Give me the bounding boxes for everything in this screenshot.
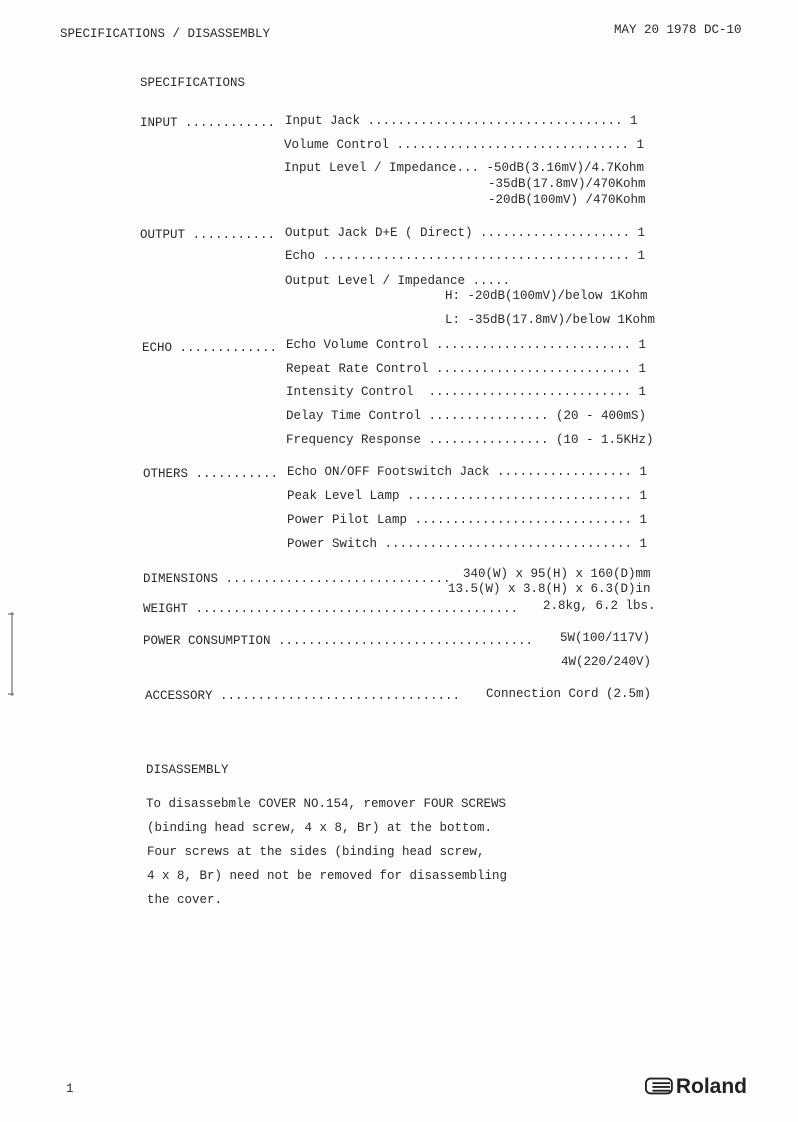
output-level-h-row: H: -20dB(100mV)/below 1Kohm (445, 289, 648, 303)
page-title: SPECIFICATIONS / DISASSEMBLY (60, 27, 271, 41)
input-label: INPUT ............ (140, 116, 276, 130)
input-level-row: Input Level / Impedance... -50dB(3.16mV)/4.7Kohm (284, 161, 645, 175)
pilot-lamp-row: Power Pilot Lamp ............................. 1 (287, 513, 648, 527)
peak-lamp-row: Peak Level Lamp .............................. 1 (287, 489, 648, 503)
margin-registration-mark (7, 610, 15, 698)
others-label: OTHERS ........... (143, 467, 279, 481)
roland-logo (645, 1074, 747, 1098)
roland-logo-mark-icon (645, 1077, 673, 1095)
disassembly-line-2: (binding head screw, 4 x 8, Br) at the bottom. (147, 821, 493, 835)
disassembly-line-4: 4 x 8, Br) need not be removed for disassembling (147, 869, 508, 883)
disassembly-line-3: Four screws at the sides (binding head screw, (147, 845, 485, 859)
dimensions-imperial: 13.5(W) x 3.8(H) x 6.3(D)in (448, 582, 651, 596)
power-consumption-value-1: 5W(100/117V) (560, 631, 651, 645)
echo-output-row: Echo ......................................... 1 (285, 249, 646, 263)
disassembly-line-1: To disassebmle COVER NO.154, remover FOUR SCREWS (146, 797, 507, 811)
disassembly-heading: DISASSEMBLY (146, 763, 229, 777)
frequency-response-row: Frequency Response ................ (10 - 1.5KHz) (286, 433, 654, 447)
echo-label: ECHO ............. (142, 341, 278, 355)
footswitch-jack-row: Echo ON/OFF Footswitch Jack .................. 1 (287, 465, 648, 479)
power-switch-row: Power Switch ................................. 1 (287, 537, 648, 551)
date-model-stamp: MAY 20 1978 DC-10 (614, 23, 742, 37)
input-level-row-3: -20dB(100mV) /470Kohm (488, 193, 646, 207)
accessory-value: Connection Cord (2.5m) (486, 687, 652, 701)
intensity-row: Intensity Control ........................... 1 (286, 385, 647, 399)
disassembly-line-5: the cover. (147, 893, 223, 907)
input-level-row-2: -35dB(17.8mV)/470Kohm (488, 177, 646, 191)
output-jack-row: Output Jack D+E ( Direct) .................... 1 (285, 226, 646, 240)
echo-volume-row: Echo Volume Control .......................... 1 (286, 338, 647, 352)
volume-control-row: Volume Control ............................... 1 (284, 138, 645, 152)
output-level-row: Output Level / Impedance ..... (285, 274, 511, 288)
output-label: OUTPUT ........... (140, 228, 276, 242)
repeat-rate-row: Repeat Rate Control .......................... 1 (286, 362, 647, 376)
accessory-label: ACCESSORY ................................ (145, 689, 461, 703)
input-jack-row: Input Jack .................................. 1 (285, 114, 638, 128)
delay-time-row: Delay Time Control ................ (20 - 400mS) (286, 409, 647, 423)
dimensions-label: DIMENSIONS .............................. (143, 572, 451, 586)
power-consumption-label: POWER CONSUMPTION .................................. (143, 634, 534, 648)
output-level-l-row: L: -35dB(17.8mV)/below 1Kohm (445, 313, 656, 327)
roland-logo-text: Roland (675, 1074, 747, 1098)
weight-label: WEIGHT ........................................... (143, 602, 519, 616)
power-consumption-value-2: 4W(220/240V) (561, 655, 652, 669)
page-number: 1 (66, 1082, 74, 1096)
weight-value: 2.8kg, 6.2 lbs. (543, 599, 656, 613)
dimensions-metric: 340(W) x 95(H) x 160(D)mm (463, 567, 651, 581)
specifications-heading: SPECIFICATIONS (140, 76, 246, 90)
